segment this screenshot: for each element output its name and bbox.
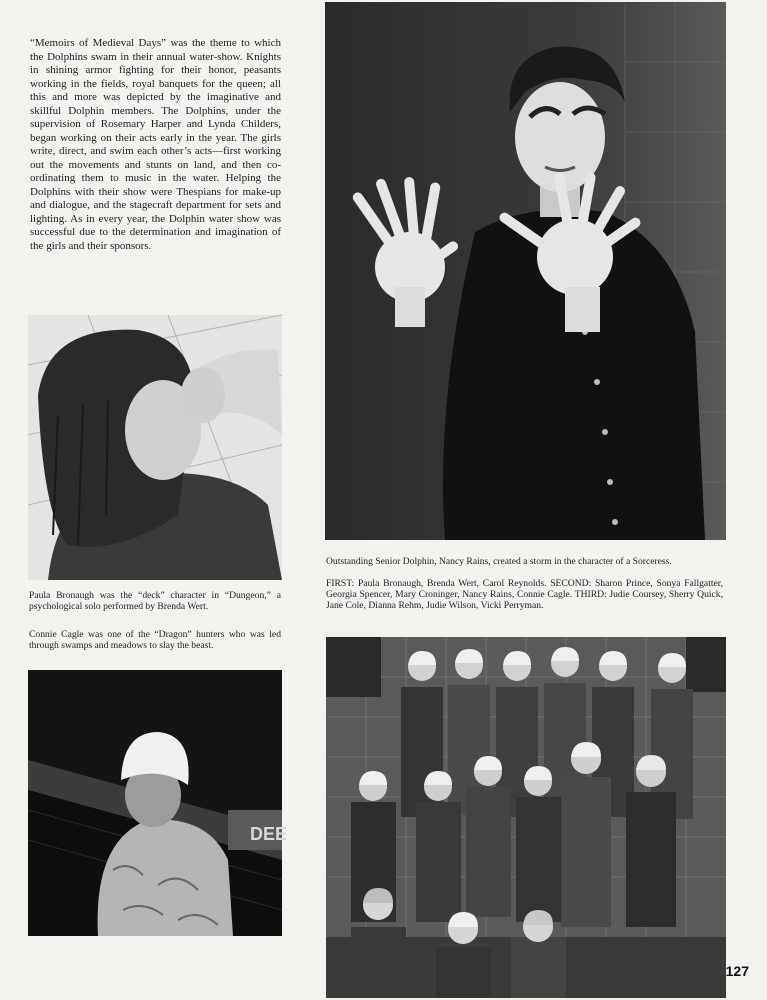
dragon-caption: Connie Cagle was one of the “Dragon” hunters who was led through swamps and meadows to slay the beast.	[29, 629, 281, 652]
pool-depth-sign: DEE	[250, 824, 288, 844]
dungeon-caption: Paula Bronaugh was the “deck” character in “Dungeon,” a psychological solo performed by Brenda Wert.	[29, 590, 281, 613]
intro-paragraph: “Memoirs of Medieval Days” was the theme to which the Dolphins swam in their annual water-show. Knights in shining armor fighting for their honor, peasants working in the fields, royal banquets for the queen; all this and more was depicted by the imaginative and skillful Dolphin members. The Dolphins, under the supervision of Rosemary Harper and Lynda Childers, began working on their acts early in the year. The girls write, direct, and swim each other’s acts—first working out the movements and stunts on land, and then co-ordinating them to music in the water. Helping the Dolphins with their show were Thespians for make-up and dialogue, and the stagecraft department for sets and lighting. As in every year, the Dolphin water show was successful due to the determination and imagination of the girls and their sponsors.	[30, 37, 281, 252]
sorceress-caption: Outstanding Senior Dolphin, Nancy Rains, created a storm in the character of a Sorceress.	[326, 556, 672, 567]
sorceress-photo	[325, 2, 726, 540]
dungeon-photo	[28, 315, 282, 580]
group-caption: FIRST: Paula Bronaugh, Brenda Wert, Carol Reynolds. SECOND: Sharon Prince, Sonya Fallgatter, Georgia Spencer, Mary Croninger, Nancy Rains, Connie Cagle. THIRD: Judie Coursey, Sherry Quick, Jane Cole, Dianna Rehm, Judie Wilson, Vicki Perryman.	[326, 578, 723, 612]
dragon-hunter-photo	[28, 670, 288, 936]
group-photo	[326, 637, 726, 998]
page-number: 127	[725, 963, 749, 979]
